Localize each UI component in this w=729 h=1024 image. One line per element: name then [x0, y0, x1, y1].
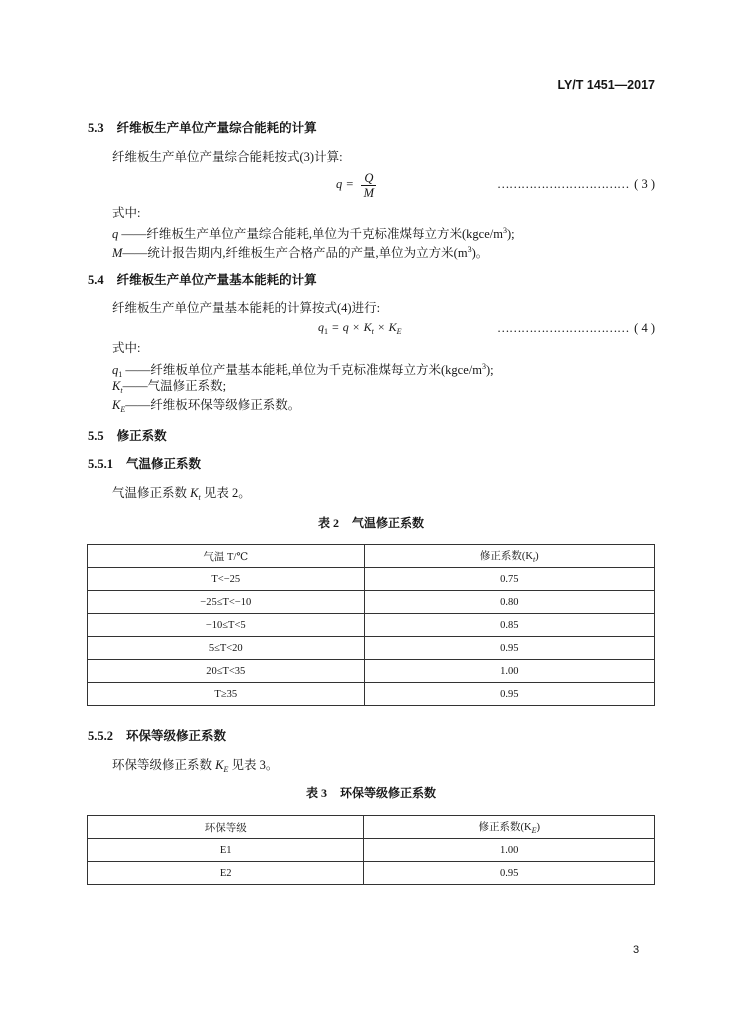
definition-q [112, 223, 515, 242]
header-text: 修正系数(K [478, 822, 532, 833]
formula-4-term3: K [388, 320, 397, 334]
table-cell: 1.00 [364, 839, 655, 862]
definition-tail: ); [485, 363, 494, 377]
formula-4-times1: × [352, 320, 360, 334]
table-row [88, 660, 655, 683]
section-number: 5.3 [88, 121, 104, 135]
definition-superscript: 3 [502, 226, 507, 235]
definition-symbol: K [112, 379, 121, 393]
definition-dash: —— [122, 246, 148, 260]
definition-subscript: E [120, 405, 126, 414]
symbol: K [215, 758, 224, 772]
table-cell: T≥35 [88, 683, 365, 706]
definition-text: 纤维板环保等级修正系数。 [150, 398, 301, 412]
table-2 [87, 544, 655, 706]
formula-4-times2: × [377, 320, 385, 334]
table-header-row [88, 816, 655, 839]
text-after: 见表 2。 [200, 486, 251, 500]
definition-superscript: 3 [467, 245, 472, 254]
formula-3-leader: …………………………… [497, 177, 629, 191]
section-number: 5.5.1 [88, 457, 113, 471]
formula-4-term1: q [342, 320, 349, 334]
caption-title: 气温修正系数 [352, 516, 425, 530]
table-cell: 0.95 [364, 637, 654, 660]
table-row [88, 614, 655, 637]
table-row [88, 637, 655, 660]
table-cell: E2 [88, 862, 364, 885]
definition-symbol: K [112, 398, 121, 412]
formula-3-denominator: M [363, 185, 375, 200]
formula-4-label: ( 4 ) [634, 321, 655, 335]
text-after: 见表 3。 [228, 758, 279, 772]
caption-number: 表 2 [317, 516, 339, 530]
section-5-3-heading [88, 120, 317, 136]
definition-symbol: q [112, 363, 119, 377]
table-header-cell [364, 545, 654, 568]
section-5-5-heading [88, 428, 167, 444]
section-title: 气温修正系数 [126, 457, 202, 471]
definition-superscript: 3 [481, 362, 486, 371]
header-subscript: E [531, 826, 537, 835]
definition-symbol: q [112, 227, 119, 241]
where-label: 式中: [112, 206, 141, 220]
table-cell: 0.95 [364, 862, 655, 885]
formula-4-term3-sub: E [396, 327, 402, 336]
where-label: 式中: [112, 341, 141, 355]
formula-4-equals: = [332, 320, 339, 334]
definition-text: 气温修正系数; [147, 379, 227, 393]
table-header-cell: 气温 T/℃ [88, 545, 365, 568]
section-title: 纤维板生产单位产量基本能耗的计算 [116, 273, 317, 287]
header-text: 修正系数(K [479, 551, 533, 562]
text-before: 气温修正系数 [112, 486, 191, 500]
symbol-subscript: t [198, 493, 201, 502]
header-tail: ) [536, 822, 540, 833]
table-row [88, 568, 655, 591]
formula-3-lhs: q [336, 177, 343, 191]
definition-dash: —— [122, 379, 148, 393]
section-5-4-intro: 纤维板生产单位产量基本能耗的计算按式(4)进行: [112, 301, 381, 315]
table-row [88, 839, 655, 862]
definition-text: 纤维板单位产量基本能耗,单位为千克标准煤每立方米(kgce/m [150, 363, 482, 377]
section-5-5-2-heading [88, 728, 226, 744]
formula-3-label: ( 3 ) [634, 177, 655, 191]
table-cell: E1 [88, 839, 364, 862]
table-cell: −10≤T<5 [88, 614, 365, 637]
section-5-5-1-heading [88, 456, 201, 472]
section-title: 纤维板生产单位产量综合能耗的计算 [116, 121, 317, 135]
section-5-3-intro: 纤维板生产单位产量综合能耗按式(3)计算: [112, 150, 343, 164]
symbol: K [190, 486, 199, 500]
table-3-caption [87, 785, 655, 801]
definition-dash: —— [125, 398, 151, 412]
definition-tail: )。 [471, 246, 489, 260]
section-5-5-2-text [112, 757, 278, 778]
table-cell: 0.75 [364, 568, 654, 591]
definition-subscript: 1 [118, 370, 123, 379]
section-title: 环保等级修正系数 [126, 729, 227, 743]
standard-code-header: LY/T 1451—2017 [557, 78, 655, 92]
section-number: 5.5 [88, 429, 104, 443]
definition-subscript: t [120, 386, 123, 395]
formula-3-equals: = [346, 177, 354, 191]
formula-4 [318, 319, 402, 340]
table-row [88, 862, 655, 885]
header-subscript: t [532, 555, 536, 564]
definition-dash: —— [118, 227, 147, 241]
table-cell: T<−25 [88, 568, 365, 591]
table-cell: 20≤T<35 [88, 660, 365, 683]
table-cell: 1.00 [364, 660, 654, 683]
table-cell: 0.85 [364, 614, 654, 637]
caption-title: 环保等级修正系数 [340, 786, 437, 800]
table-header-cell [364, 816, 655, 839]
formula-3-fraction [361, 171, 376, 200]
section-title: 修正系数 [116, 429, 167, 443]
table-2-caption [87, 515, 655, 531]
definition-tail: ); [506, 227, 515, 241]
table-cell: 0.95 [364, 683, 654, 706]
formula-4-leader: …………………………… [497, 321, 629, 335]
definition-symbol: M [112, 246, 123, 260]
table-row [88, 683, 655, 706]
section-5-5-1-text [112, 485, 251, 506]
formula-4-term2: K [363, 320, 372, 334]
definition-ke [112, 397, 300, 418]
table-cell: 5≤T<20 [88, 637, 365, 660]
formula-3-numerator: Q [361, 171, 376, 186]
table-header-row [88, 545, 655, 568]
header-tail: ) [535, 551, 539, 562]
table-row [88, 591, 655, 614]
table-cell: −25≤T<−10 [88, 591, 365, 614]
table-header-cell: 环保等级 [88, 816, 364, 839]
definition-dash: —— [122, 363, 151, 377]
formula-3 [336, 169, 376, 199]
section-5-4-heading [88, 272, 317, 288]
caption-number: 表 3 [305, 786, 327, 800]
table-cell: 0.80 [364, 591, 654, 614]
definition-text: 纤维板生产单位产量综合能耗,单位为千克标准煤每立方米(kgce/m [146, 227, 503, 241]
definition-kt [112, 378, 226, 399]
formula-4-lhs: q [318, 320, 324, 334]
text-before: 环保等级修正系数 [112, 758, 216, 772]
page-number: 3 [633, 944, 640, 956]
formula-4-lhs-sub: 1 [324, 327, 328, 336]
definition-m [112, 242, 488, 261]
formula-4-term2-sub: t [371, 327, 374, 336]
symbol-subscript: E [223, 765, 229, 774]
section-number: 5.5.2 [88, 729, 113, 743]
definition-text: 统计报告期内,纤维板生产合格产品的产量,单位为立方米(m [147, 246, 468, 260]
table-3 [87, 815, 655, 885]
section-number: 5.4 [88, 273, 104, 287]
